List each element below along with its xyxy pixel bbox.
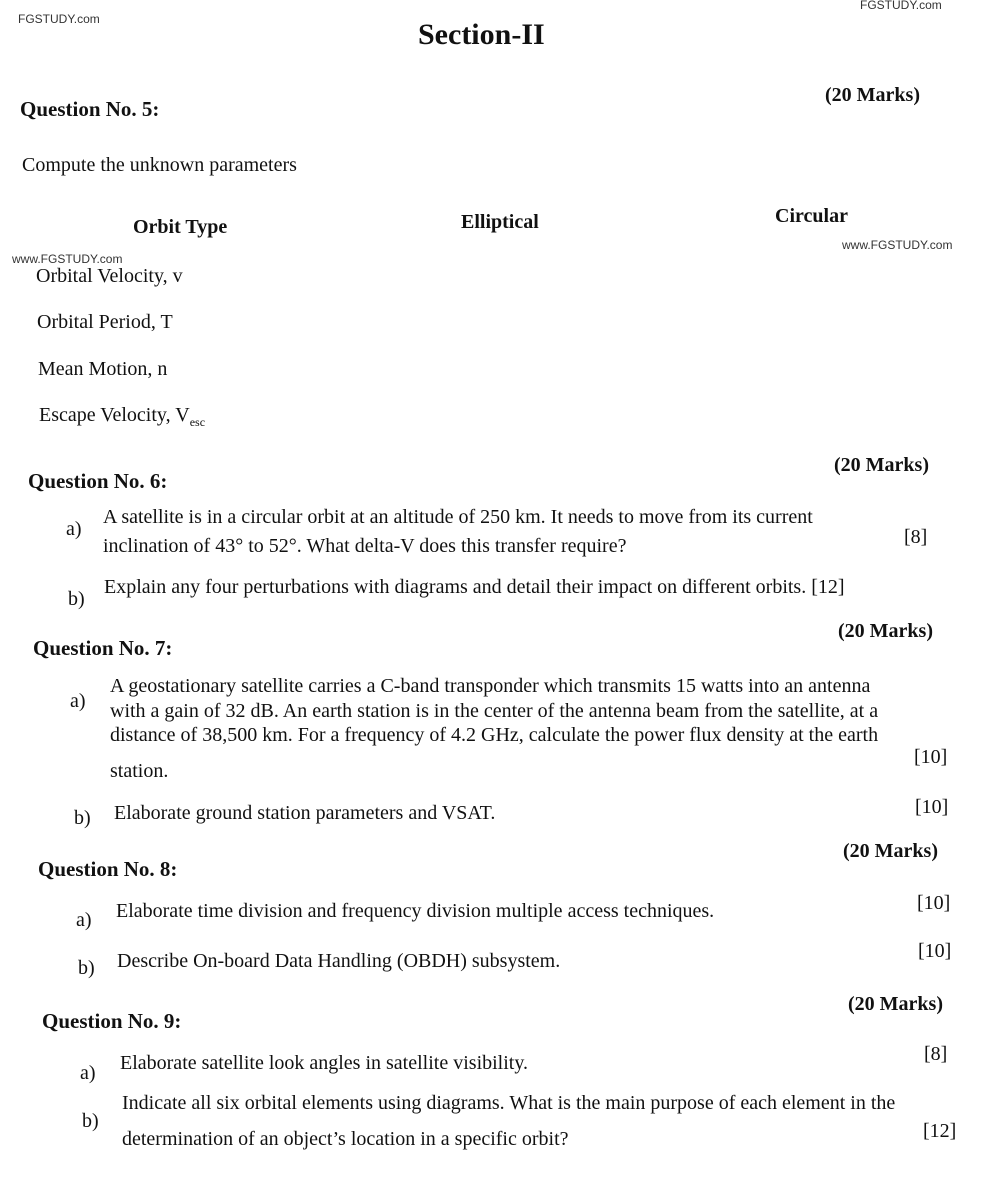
part-marks: [10] (915, 796, 949, 818)
table-row-label: Orbital Velocity, v (36, 265, 183, 287)
part-text: Elaborate satellite look angles in satellite visibility. (120, 1052, 529, 1074)
part-text: inclination of 43° to 52°. What delta-V does this transfer require? (103, 535, 627, 557)
part-label: b) (74, 807, 91, 829)
part-text: Describe On-board Data Handling (OBDH) subsystem. (117, 950, 561, 972)
part-text: station. (110, 760, 169, 782)
question-prompt: Compute the unknown parameters (22, 154, 297, 176)
table-row-label (39, 404, 205, 430)
row-label-text: Escape Velocity, V (39, 404, 190, 426)
part-marks: [8] (924, 1043, 948, 1065)
question-title: Question No. 6: (28, 469, 168, 493)
question-marks: (20 Marks) (825, 84, 920, 106)
question-title: Question No. 7: (33, 636, 173, 660)
subscript: esc (189, 415, 206, 429)
watermark: FGSTUDY.com (860, 0, 942, 12)
part-label: a) (76, 909, 92, 931)
watermark: FGSTUDY.com (18, 12, 100, 26)
table-header: Orbit Type (133, 216, 228, 238)
question-marks: (20 Marks) (838, 620, 933, 642)
question-title: Question No. 5: (20, 97, 160, 121)
part-text: determination of an object’s location in a specific orbit? (122, 1128, 569, 1150)
table-row-label: Mean Motion, n (38, 358, 168, 380)
question-title: Question No. 9: (42, 1009, 182, 1033)
part-marks: [12] (923, 1120, 957, 1142)
question-marks: (20 Marks) (843, 840, 938, 862)
part-text: A satellite is in a circular orbit at an altitude of 250 km. It needs to move from its current (103, 506, 813, 528)
part-label: b) (78, 957, 95, 979)
part-label: a) (70, 690, 86, 712)
part-marks: [10] (917, 892, 951, 914)
part-text: A geostationary satellite carries a C-band transponder which transmits 15 watts into an antenna (110, 675, 871, 697)
table-header: Circular (775, 205, 848, 227)
part-text: with a gain of 32 dB. An earth station is in the center of the antenna beam from the satellite, at a (110, 700, 879, 722)
section-title: Section-II (418, 18, 545, 51)
part-text: Elaborate time division and frequency division multiple access techniques. (116, 900, 715, 922)
question-marks: (20 Marks) (834, 454, 929, 476)
part-marks: [10] (918, 940, 952, 962)
part-label: b) (82, 1110, 99, 1132)
watermark: www.FGSTUDY.com (842, 238, 953, 252)
part-text (104, 576, 845, 599)
table-row-label: Orbital Period, T (37, 311, 173, 333)
part-text-body: Explain any four perturbations with diagrams and detail their impact on different orbits. (104, 576, 807, 598)
part-text: Elaborate ground station parameters and VSAT. (114, 802, 496, 824)
question-title: Question No. 8: (38, 857, 178, 881)
part-marks: [10] (914, 746, 948, 768)
part-text: distance of 38,500 km. For a frequency of 4.2 GHz, calculate the power flux density at the earth (110, 724, 879, 746)
part-marks: [12] (811, 576, 845, 598)
table-header: Elliptical (461, 211, 539, 233)
watermark: www.FGSTUDY.com (12, 252, 123, 266)
part-label: a) (80, 1062, 96, 1084)
part-label: a) (66, 518, 82, 540)
question-marks: (20 Marks) (848, 993, 943, 1015)
part-text: Indicate all six orbital elements using diagrams. What is the main purpose of each element in the (122, 1092, 896, 1114)
part-marks: [8] (904, 526, 928, 548)
part-label: b) (68, 588, 85, 610)
